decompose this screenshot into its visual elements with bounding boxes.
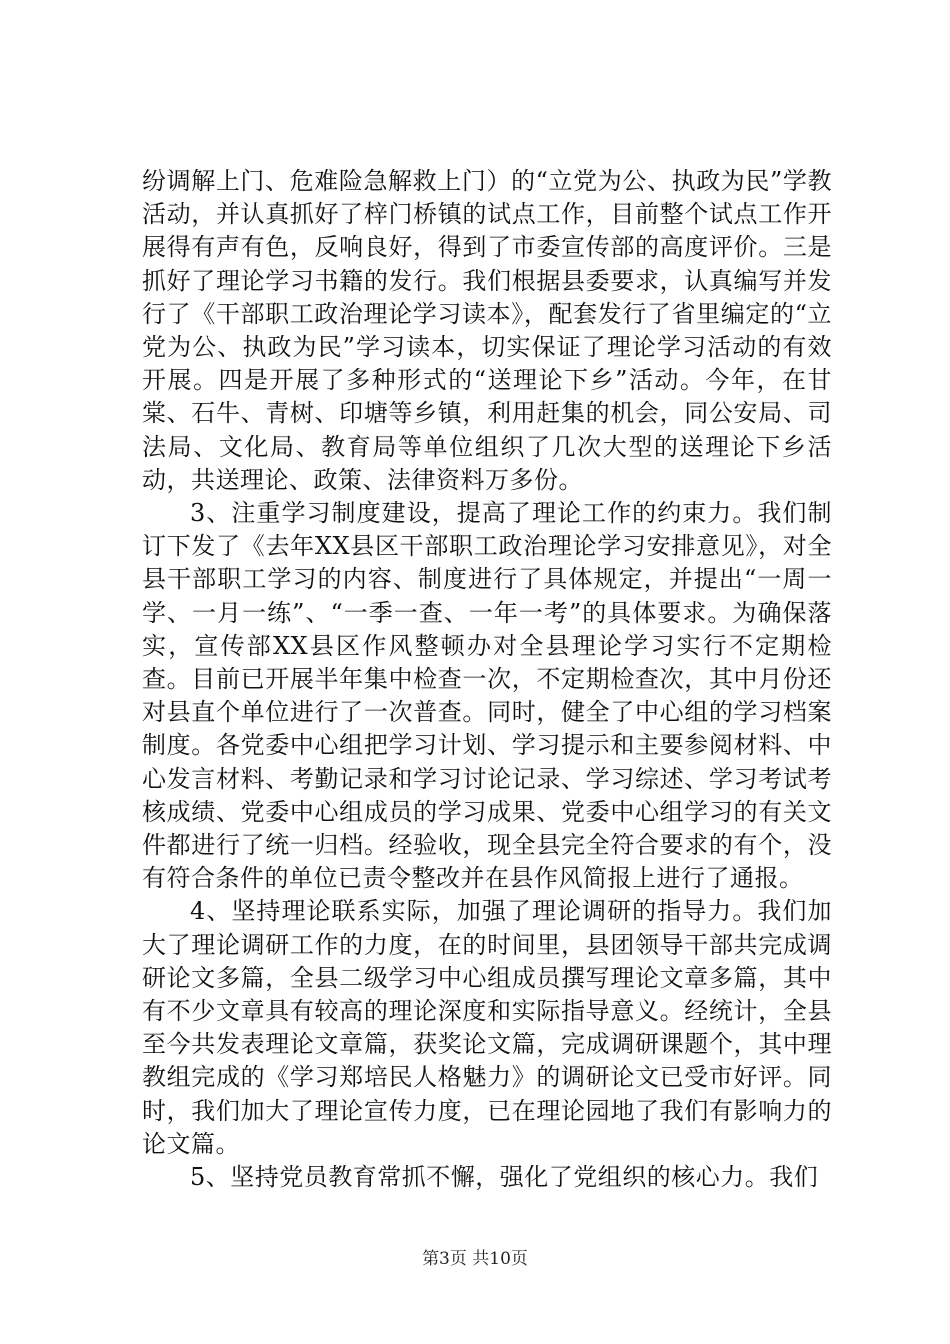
paragraph-2: 3、注重学习制度建设，提高了理论工作的约束力。我们制订下发了《去年XX县区干部职工政治理论学习安排意见》，对全县干部职工学习的内容、制度进行了具体规定，并提出“一周一学、一月一练”、“一季一查、一年一考”的具体要求。为确保落实，宣传部XX县区作风整顿办对全县理论学习实行不定期检查。目前已开展半年集中检查一次，不定期检查次，其中月份还对县直个单位进行了一次普查。同时，健全了中心组的学习档案制度。各党委中心组把学习计划、学习提示和主要参阅材料、中心发言材料、考勤记录和学习讨论记录、学习综述、学习考试考核成绩、党委中心组成员的学习成果、党委中心组学习的有关文件都进行了统一归档。经验收，现全县完全符合要求的有个，没有符合条件的单位已责令整改并在县作风简报上进行了通报。 — [142, 499, 832, 893]
paragraph-4: 5、坚持党员教育常抓不懈，强化了党组织的核心力。我们 — [190, 1163, 819, 1192]
page-number-footer: 第3页 共10页 — [422, 1249, 528, 1269]
paragraph-3: 4、坚持理论联系实际，加强了理论调研的指导力。我们加大了理论调研工作的力度，在的时间里，县团领导干部共完成调研论文多篇，全县二级学习中心组成员撰写理论文章多篇，其中有不少文章具有较高的理论深度和实际指导意义。经统计，全县至今共发表理论文章篇，获奖论文篇，完成调研课题个，其中理教组完成的《学习郑培民人格魅力》的调研论文已受市好评。同时，我们加大了理论宣传力度，已在理论园地了我们有影响力的论文篇。 — [142, 897, 832, 1158]
paragraph-1: 纷调解上门、危难险急解救上门）的“立党为公、执政为民”学教活动，并认真抓好了梓门桥镇的试点工作，目前整个试点工作开展得有声有色，反响良好，得到了市委宣传部的高度评价。三是抓好了理论学习书籍的发行。我们根据县委要求，认真编写并发行了《干部职工政治理论学习读本》，配套发行了省里编定的“立党为公、执政为民”学习读本，切实保证了理论学习活动的有效开展。四是开展了多种形式的“送理论下乡”活动。今年，在甘棠、石牛、青树、印塘等乡镇，利用赶集的机会，同公安局、司法局、文化局、教育局等单位组织了几次大型的送理论下乡活动，共送理论、政策、法律资料万多份。 — [142, 167, 832, 494]
document-body — [142, 165, 832, 1194]
